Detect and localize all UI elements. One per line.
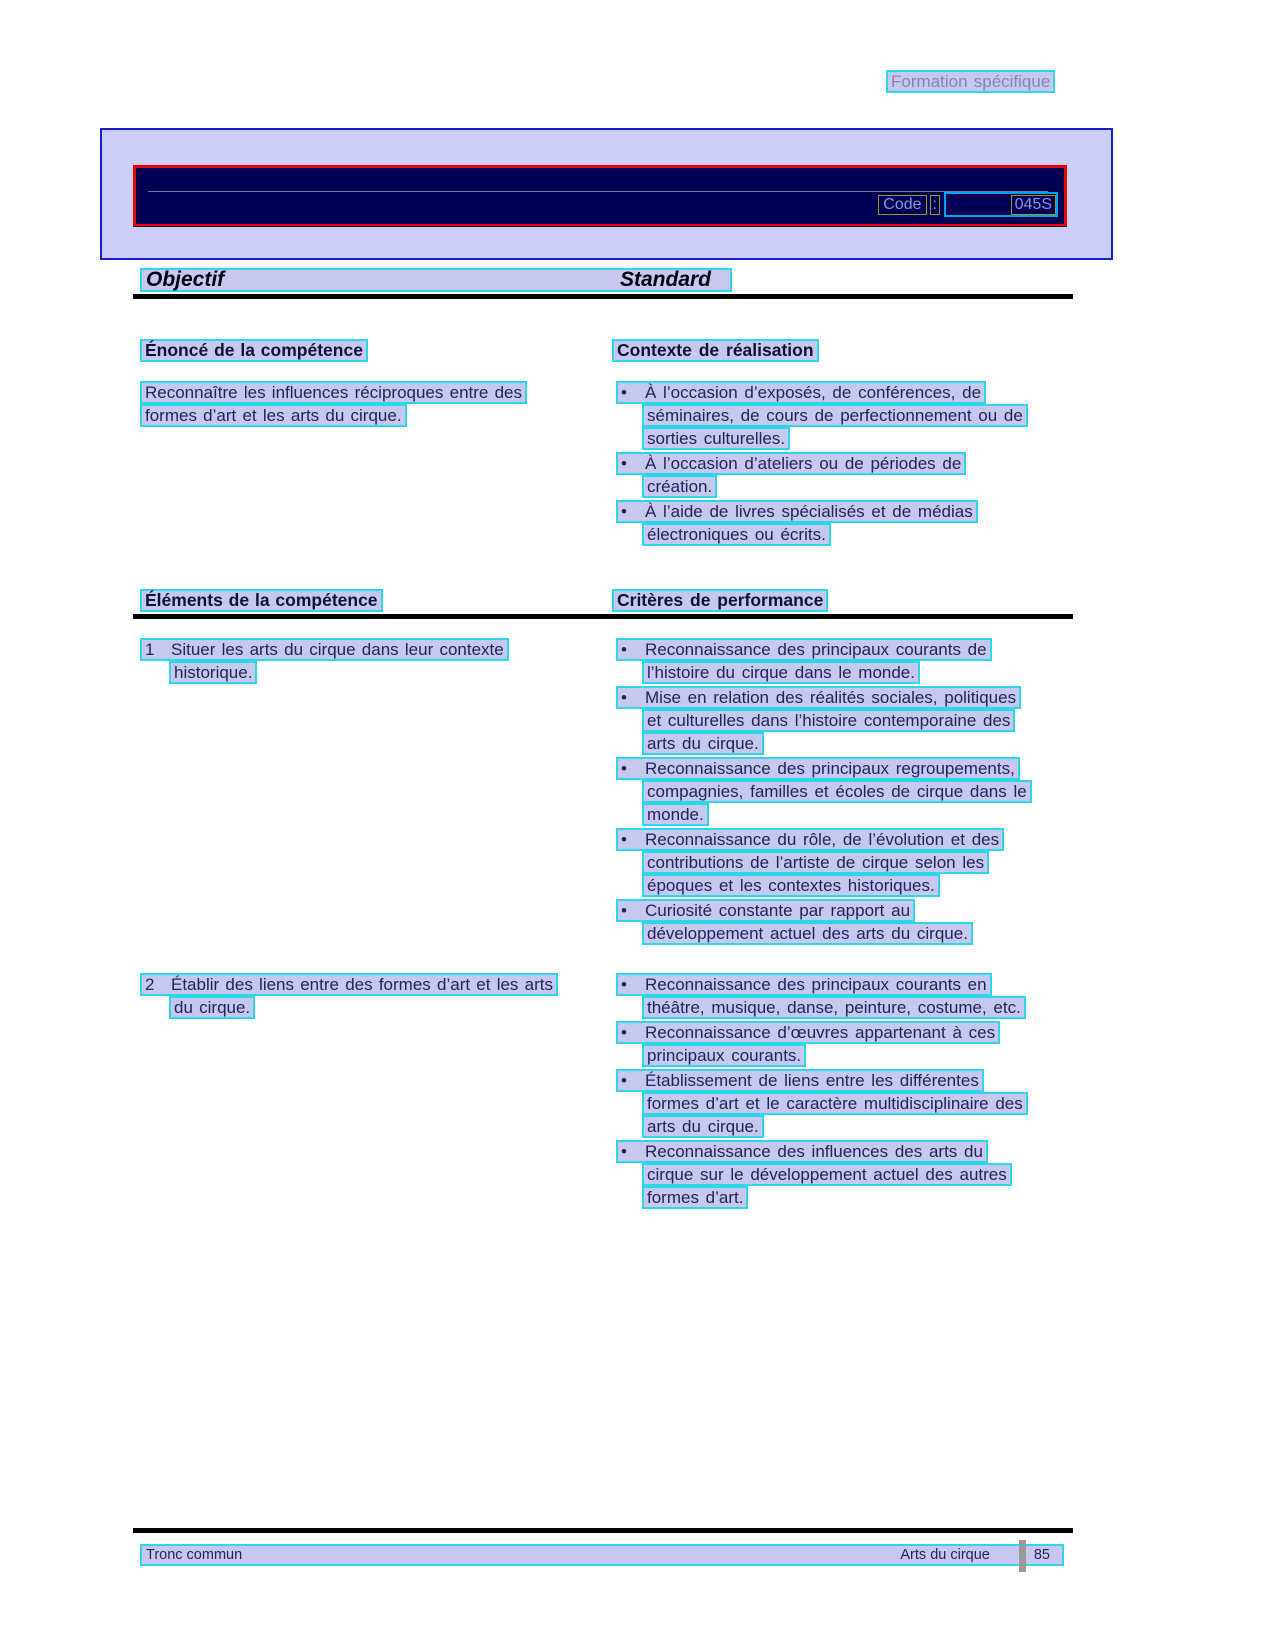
text-line: développement actuel des arts du cirque. — [642, 922, 973, 945]
text-line: monde. — [642, 803, 709, 826]
bullet-item — [612, 1021, 1073, 1067]
title-panel — [100, 128, 1113, 260]
bullet-item — [612, 899, 1073, 945]
text-line: et culturelles dans l’histoire contemporaine des — [642, 709, 1015, 732]
bullet-icon: • — [621, 1023, 627, 1042]
bullet-icon: • — [621, 975, 627, 994]
text-line: Curiosité constante par rapport au — [645, 901, 911, 920]
text-line: séminaires, de cours de perfectionnement ou de — [642, 404, 1028, 427]
item-1-bullets — [612, 638, 1073, 947]
bullet-icon: • — [621, 901, 627, 920]
text-line: Reconnaissance d’œuvres appartenant à ces — [645, 1023, 996, 1042]
bullet-icon: • — [621, 830, 627, 849]
running-head-text: Formation spécifique — [886, 70, 1055, 93]
bullet-icon: • — [621, 1071, 627, 1090]
text-line: formes d’art. — [642, 1186, 748, 1209]
bullet-icon: • — [621, 383, 627, 402]
bullet-icon: • — [621, 502, 627, 521]
item-2-paragraph — [133, 973, 612, 1019]
code-label: Code — [878, 195, 926, 215]
footer-doc-title: Arts du cirque — [900, 1547, 990, 1563]
footer-left-text: Tronc commun — [146, 1547, 243, 1563]
divider-rule — [133, 614, 1073, 619]
text-line: Mise en relation des réalités sociales, politiques — [645, 688, 1017, 707]
item-number: 2 — [145, 975, 155, 994]
bullet-item — [612, 1140, 1073, 1209]
bullet-icon: • — [621, 759, 627, 778]
text-line: À l’occasion d’ateliers ou de périodes de — [645, 454, 962, 473]
text-line: cirque sur le développement actuel des autres — [642, 1163, 1012, 1186]
text-line: création. — [642, 475, 717, 498]
bullet-icon: • — [621, 454, 627, 473]
text-line: compagnies, familles et écoles de cirque dans le — [642, 780, 1032, 803]
code-colon: : — [930, 195, 940, 215]
page-footer — [133, 1528, 1073, 1566]
text-line: formes d’art et le caractère multidisciplinaire des — [642, 1092, 1028, 1115]
bullet-item — [612, 381, 1073, 450]
bullet-item — [612, 452, 1073, 498]
item-number: 1 — [145, 640, 155, 659]
code-field[interactable] — [944, 192, 1058, 217]
title-banner — [133, 165, 1067, 227]
bullet-icon: • — [621, 1142, 627, 1161]
heading-standard: Standard — [620, 268, 712, 291]
footer-divider-bar — [1019, 1540, 1026, 1572]
text-line: principaux courants. — [642, 1044, 806, 1067]
row-item-1 — [133, 638, 1073, 947]
section-title-enonce: Énoncé de la compétence — [140, 339, 368, 362]
bullet-icon: • — [621, 640, 627, 659]
bullet-item — [612, 1069, 1073, 1138]
text-line: historique. — [169, 661, 257, 684]
text-line: Établissement de liens entre les différentes — [645, 1071, 979, 1090]
section-title-criteres: Critères de performance — [612, 589, 828, 612]
enonce-paragraph — [133, 381, 612, 427]
section-headers-enonce — [133, 339, 1073, 362]
panel-bottom-line — [133, 226, 1067, 227]
text-line: À l’aide de livres spécialisés et de médias — [645, 502, 973, 521]
footer-rule — [133, 1528, 1073, 1533]
row-enonce — [133, 381, 1073, 548]
item-1-paragraph — [133, 638, 612, 684]
text-line: Reconnaître les influences réciproques entre des — [140, 381, 527, 404]
text-line: arts du cirque. — [642, 732, 764, 755]
row-item-2 — [133, 973, 1073, 1211]
section-title-contexte: Contexte de réalisation — [612, 339, 819, 362]
text-line: formes d’art et les arts du cirque. — [140, 404, 407, 427]
bullet-item — [612, 828, 1073, 897]
bullet-icon: • — [621, 688, 627, 707]
text-line: Reconnaissance des influences des arts du — [645, 1142, 983, 1161]
section-headers-elements — [133, 589, 1073, 612]
text-line: Établir des liens entre des formes d’art et les arts — [171, 975, 553, 994]
code-row — [878, 192, 1058, 217]
text-line: arts du cirque. — [642, 1115, 764, 1138]
footer-page-number: 85 — [1033, 1547, 1050, 1563]
bullet-item — [612, 686, 1073, 755]
section-title-elements: Éléments de la compétence — [140, 589, 383, 612]
text-line: époques et les contextes historiques. — [642, 874, 940, 897]
text-line: du cirque. — [169, 996, 255, 1019]
text-line: électroniques ou écrits. — [642, 523, 831, 546]
text-line: contributions de l’artiste de cirque selon les — [642, 851, 989, 874]
bullet-item — [612, 638, 1073, 684]
code-value: 045S — [1011, 195, 1056, 215]
main-content — [133, 268, 1073, 1211]
footer-bar — [140, 1544, 1064, 1566]
contexte-bullets — [612, 381, 1073, 548]
text-line: Reconnaissance du rôle, de l’évolution et des — [645, 830, 1000, 849]
text-line: sorties culturelles. — [642, 427, 790, 450]
text-line: Reconnaissance des principaux courants en — [645, 975, 987, 994]
text-line: À l’occasion d’exposés, de conférences, de — [645, 383, 982, 402]
text-line: Situer les arts du cirque dans leur contexte — [171, 640, 504, 659]
running-head — [886, 70, 1055, 93]
bullet-item — [612, 500, 1073, 546]
objectif-standard-band — [140, 268, 732, 292]
divider-rule — [133, 294, 1073, 299]
heading-objectif: Objectif — [146, 268, 225, 291]
text-line: Reconnaissance des principaux regroupements, — [645, 759, 1015, 778]
bullet-item — [612, 757, 1073, 826]
bullet-item — [612, 973, 1073, 1019]
text-line: Reconnaissance des principaux courants de — [645, 640, 987, 659]
text-line: théâtre, musique, danse, peinture, costume, etc. — [642, 996, 1026, 1019]
text-line: l’histoire du cirque dans le monde. — [642, 661, 920, 684]
item-2-bullets — [612, 973, 1073, 1211]
